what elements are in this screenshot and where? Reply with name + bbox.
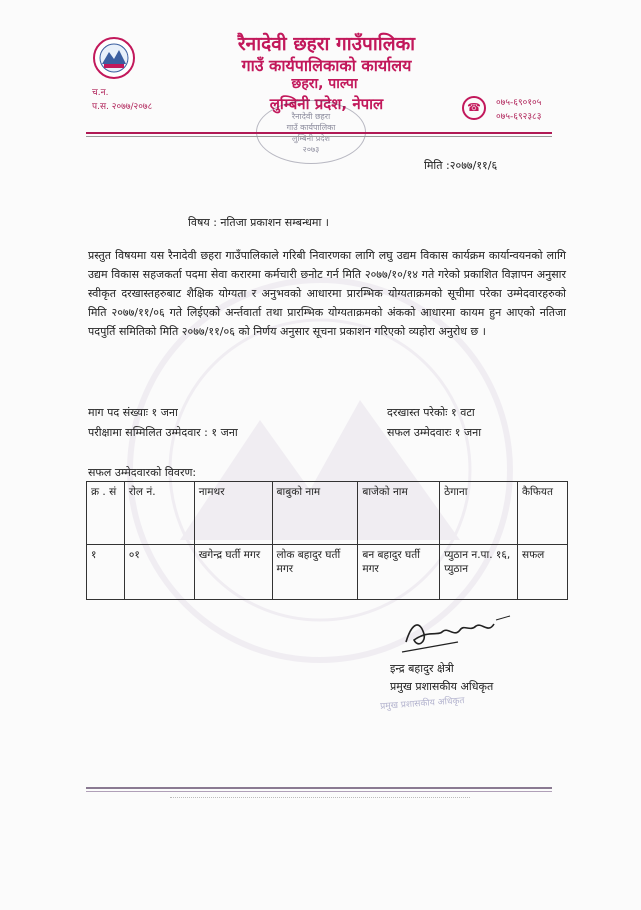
letter-date: मिति :२०७७/११/६	[424, 159, 498, 172]
letter-body: प्रस्तुत विषयमा यस रैनादेवी छहरा गाउँपालिकाले गरिबी निवारणका लागि लघु उद्यम विकास कार्यक्रम कार्यान्वयनको लागि उद्यम विकास सहजकर्ता पदमा सेवा करारमा कर्मचारी छनोट गर्न मिति २०७७/१०/१४ गते गरेको प्रकाशित विज्ञापन अनुसार स्वीकृत दरखास्तहरुबाट शैक्षिक योग्यता र अनुभवको आधारमा प्रारम्भिक योग्यताक्रमको सूचीमा परेका उम्मेदवारहरुको मिति २०७७/११/०६ गते लिईएको अर्न्तवार्ता तथा प्रारम्भिक योग्यताक्रमको अंकको आधारमा कायम हुन आएको नतिजा पदपुर्ति समितिको मिति २०७७/११/०६ को निर्णय अनुसार सूचना प्रकाशन गरिएको व्यहोरा अनुरोध छ ।	[88, 249, 566, 338]
column-header-roll: रोल नं.	[124, 482, 194, 545]
appeared-count: परीक्षामा सम्मिलित उम्मेदवार : १ जना	[88, 426, 238, 439]
column-header-father: बाबुको नाम	[272, 482, 358, 545]
results-table	[86, 481, 568, 600]
cell-name: खगेन्द्र घर्ती मगर	[194, 545, 272, 600]
cell-roll: ०१	[124, 545, 194, 600]
phone-numbers	[496, 96, 541, 124]
signer-name: इन्द्र बहादुर क्षेत्री	[390, 662, 454, 675]
municipality-name: रैनादेवी छहरा गाउँपालिका	[237, 33, 416, 55]
posts-count: माग पद संख्याः १ जना	[88, 406, 178, 419]
footer-divider-thin	[86, 791, 552, 792]
header-divider	[86, 132, 552, 134]
applications-count: दरखास्त परेकोः १ वटा	[387, 406, 475, 419]
signer-title: प्रमुख प्रशासकीय अधिकृत	[390, 680, 494, 693]
cell-address: प्युठान न.पा. १६, प्युठान	[440, 545, 518, 600]
stamp-line-2: गाउँ कार्यपालिका	[286, 123, 336, 132]
column-header-name: नामथर	[194, 482, 272, 545]
phone-number-2: ०७५-६९२३८३	[496, 112, 542, 122]
phone-icon: ☎	[462, 96, 486, 120]
successful-count: सफल उम्मेदवारः १ जना	[387, 426, 482, 439]
cell-serial: १	[87, 545, 125, 600]
column-header-address: ठेगाना	[440, 482, 518, 545]
province-country: लुम्बिनी प्रदेश, नेपाल	[269, 95, 384, 113]
stamp-line-1: रैनादेवी छहरा	[291, 112, 331, 121]
table-header-row	[87, 482, 568, 545]
column-header-remarks: कैफियत	[517, 482, 567, 545]
footer-divider	[86, 787, 552, 789]
phone-number-1: ०७५-६९०१०५	[496, 98, 542, 108]
cell-father: लोक बहादुर घर्ती मगर	[272, 545, 358, 600]
letter-subject: विषय : नतिजा प्रकाशन सम्बन्धमा ।	[188, 216, 329, 229]
table-caption: सफल उम्मेदवारको विवरण:	[88, 466, 197, 479]
office-name: गाउँ कार्यपालिकाको कार्यालय	[241, 56, 412, 75]
cell-grandfather: बन बहादुर घर्ती मगर	[358, 545, 440, 600]
column-header-serial: क्र . सं	[87, 482, 125, 545]
signer-stamp: प्रमुख प्रशासकीय अधिकृत	[379, 696, 465, 712]
office-location: छहरा, पाल्पा	[291, 76, 358, 92]
reference-number: च.न.	[92, 88, 109, 98]
signer-block	[390, 660, 493, 696]
header-divider-thin	[86, 136, 552, 137]
column-header-grandfather: बाजेको नाम	[358, 482, 440, 545]
cell-remarks: सफल	[517, 545, 567, 600]
stamp-line-3: लुम्बिनी प्रदेश	[292, 134, 330, 143]
stamp-line-4: २०७३	[302, 145, 320, 154]
fiscal-year: प.स. २०७७/२०७८	[92, 102, 153, 112]
footer-dotted-line	[170, 797, 470, 798]
handwritten-signature	[398, 612, 518, 656]
table-row	[87, 545, 568, 600]
